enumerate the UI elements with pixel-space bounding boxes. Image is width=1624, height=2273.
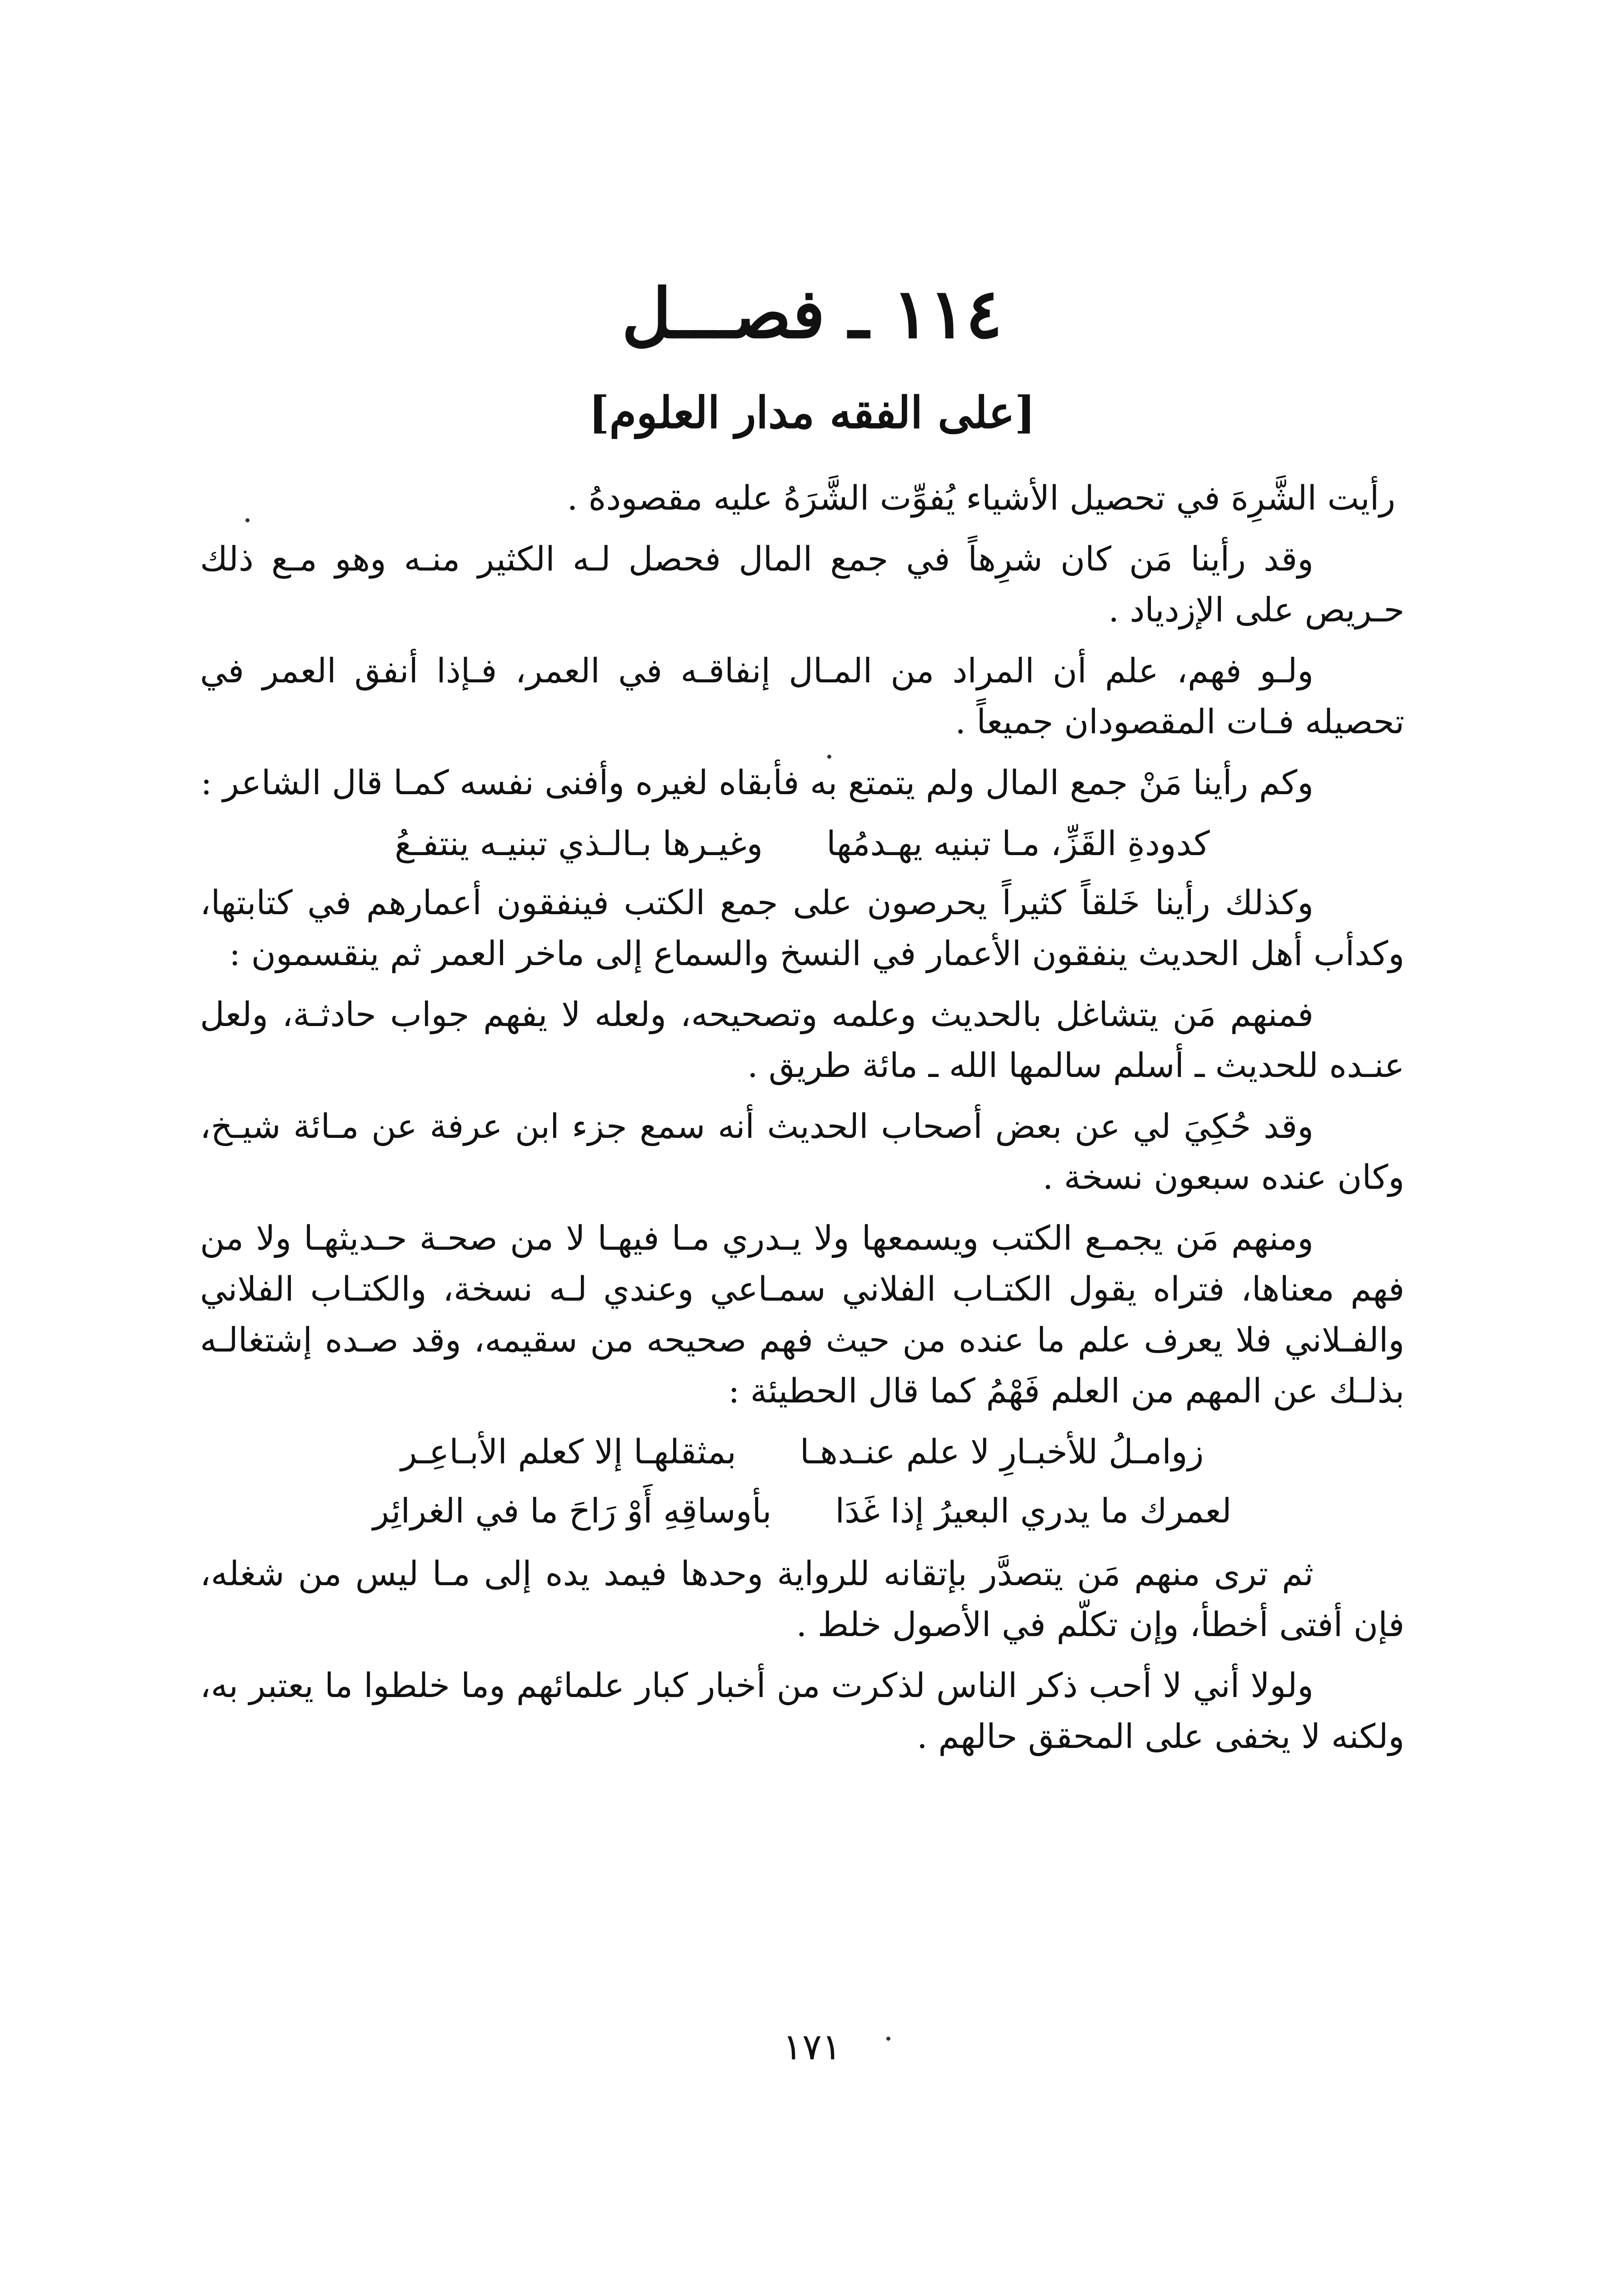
paragraph-4: وكم رأينا مَنْ جمع المال ولم يتمتع به فأبقاه لغيره وأفنى نفسه كمـا قال الشاعر : xyxy=(200,763,1314,802)
chapter-title: ١١٤ ـ فصـــل xyxy=(621,274,1003,354)
verse-line-1 xyxy=(200,818,1404,869)
verse-second-hemistich: بأوساقِهِ أَوْ رَاحَ ما في الغرائِر xyxy=(373,1492,772,1531)
page-number: ١٧١ xyxy=(783,2026,841,2068)
verse-second-hemistich: بمثقلهـا إلا كعلم الأبـاعِـر xyxy=(400,1432,736,1472)
paragraph-3: ولـو فهم، علم أن المراد من المـال إنفاقـه في العمر، فـإذا أنفق العمر في تحصيله فـات المقصودان جميعاً . xyxy=(200,651,1404,741)
verse-pair xyxy=(200,1427,1404,1537)
section-subtitle: [على الفقه مدار العلوم] xyxy=(589,387,1035,438)
verse-first-hemistich: كدودةِ القَزِّ، مـا تبنيه يهـدمُها xyxy=(826,824,1210,863)
scan-speck xyxy=(886,2037,890,2041)
paragraph-8: ومنهم مَن يجمـع الكتب ويسمعها ولا يـدري مـا فيهـا لا من صحـة حـديثهـا ولا من فهم معناها، فتراه يقول الكتـاب الفلاني سمـاعي وعندي لـه نسخة، والكتـاب الفلاني والفـلاني فلا يعرف علم ما عنده من حيث فهم صحيحه من سقيمه، وقد صـده إشتغالـه بذلـك عن المهم من العلم فَهْمُ كما قال الحطيئة : xyxy=(200,1219,1404,1411)
verse-line-2 xyxy=(200,1427,1404,1477)
scan-speck xyxy=(827,755,831,759)
verse-line-3 xyxy=(200,1486,1404,1537)
paragraph-5: وكذلك رأينا خَلقاً كثيراً يحرصون على جمع الكتب فينفقون أعمارهم في كتابتها، وكدأب أهل الحديث ينفقون الأعمار في النسخ والسماع إلى ماخر العمر ثم ينقسمون : xyxy=(200,883,1404,973)
paragraph-7: وقد حُكِيَ لي عن بعض أصحاب الحديث أنه سمع جزء ابن عرفة عن مـائة شيـخ، وكان عنده سبعون نسخة . xyxy=(200,1107,1404,1197)
verse-first-hemistich: لعمرك ما يدري البعيرُ إذا غَدَا xyxy=(835,1492,1232,1531)
paragraph-10: ولولا أني لا أحب ذكر الناس لذكرت من أخبار كبار علمائهم وما خلطوا ما يعتبر به، ولكنه لا يخفى على المحقق حالهم . xyxy=(200,1666,1404,1756)
paragraph-6: فمنهم مَن يتشاغل بالحديث وعلمه وتصحيحه، ولعله لا يفهم جواب حادثـة، ولعل عنـده للحديث ـ أسلم سالمها الله ـ مائة طريق . xyxy=(200,995,1404,1085)
verse-second-hemistich: وغيـرها بـالـذي تبنيـه ينتفـعُ xyxy=(395,824,763,863)
paragraph-1: رأيت الشَّرِهَ في تحصيل الأشياء يُفوِّت الشَّرَهُ عليه مقصودهُ . xyxy=(567,479,1395,518)
scan-speck xyxy=(245,518,250,522)
body-text xyxy=(200,473,1404,1772)
verse-first-hemistich: زوامـلُ للأخبـارِ لا علم عنـدهـا xyxy=(800,1432,1204,1472)
paragraph-9: ثم ترى منهم مَن يتصدَّر بإتقانه للرواية وحدها فيمد يده إلى مـا ليس من شغله، فإن أفتى أخطأ، وإن تكلّم في الأصول خلط . xyxy=(200,1554,1404,1644)
paragraph-2: وقد رأينا مَن كان شرِهاً في جمع المال فحصل لـه الكثير منـه وهو مـع ذلك حـريص على الإزدياد . xyxy=(200,540,1404,630)
